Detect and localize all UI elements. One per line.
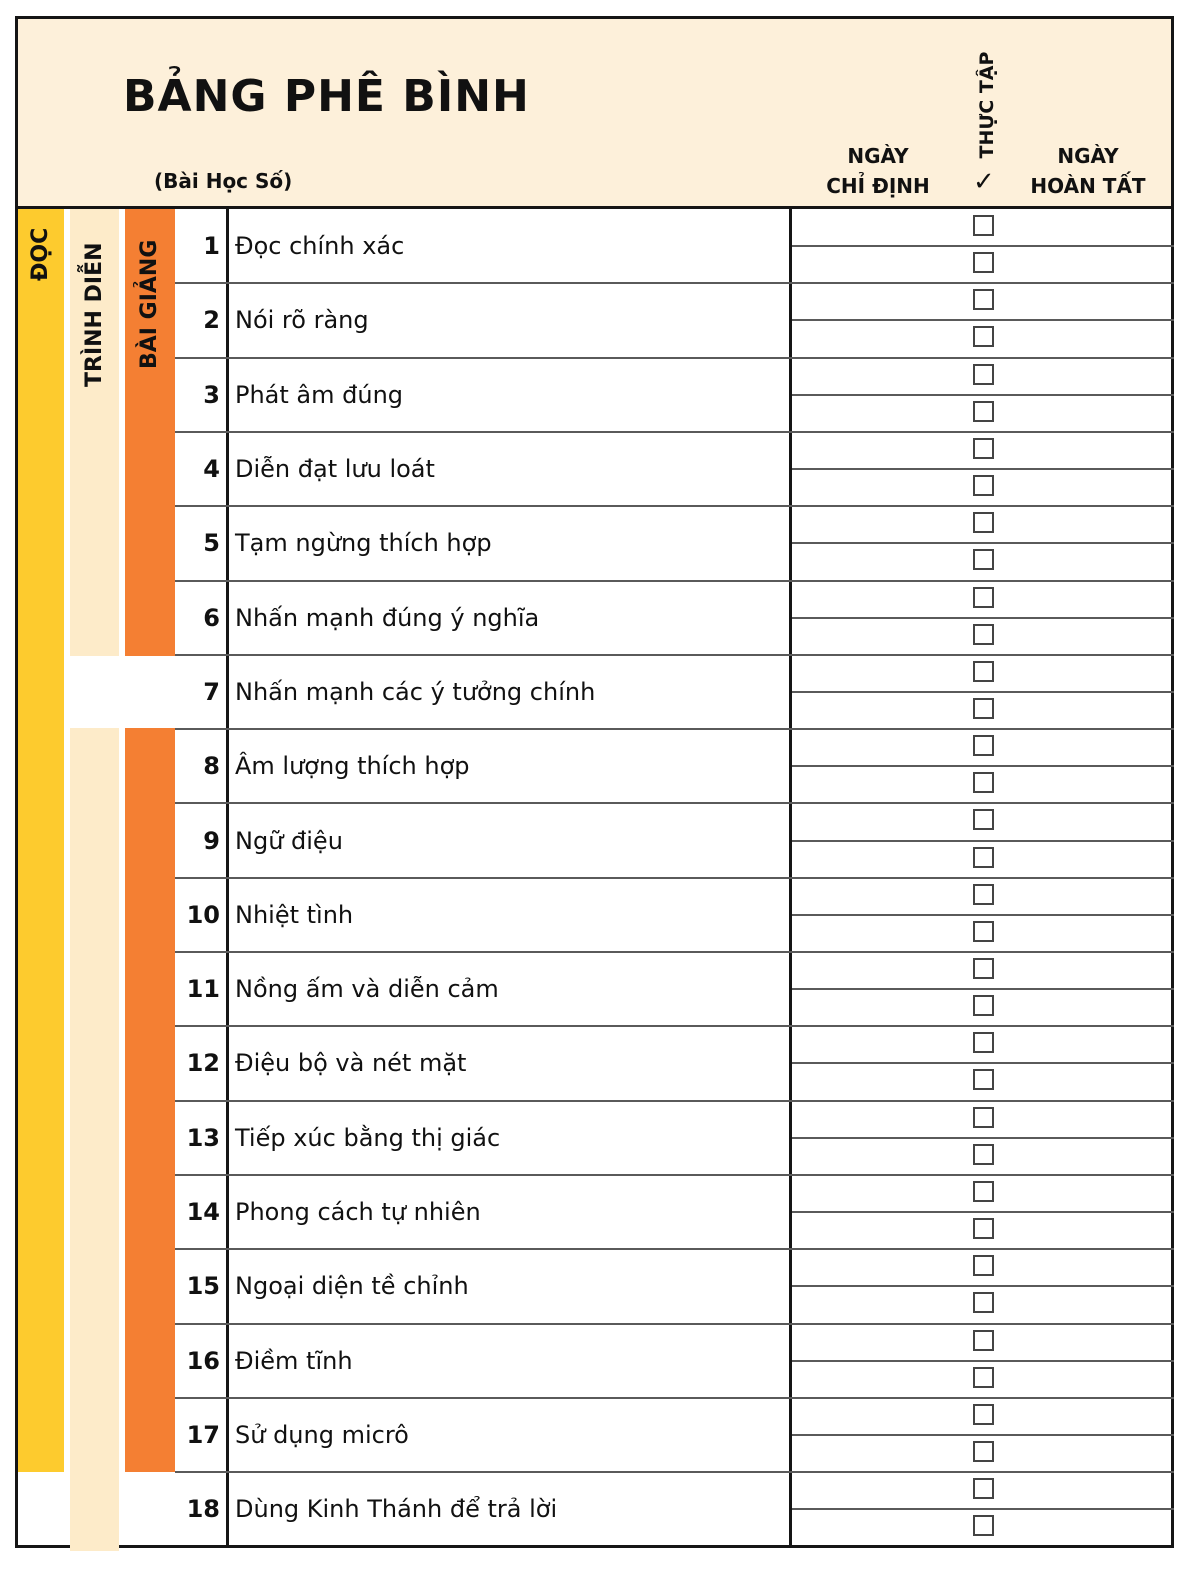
practice-checkbox[interactable] — [973, 661, 994, 682]
lesson-row — [175, 655, 789, 729]
lesson-number: 7 — [203, 677, 220, 706]
lesson-number: 18 — [186, 1495, 220, 1524]
lesson-title: Diễn đạt lưu loát — [235, 455, 435, 484]
column-header-date-completed — [1013, 141, 1163, 201]
lesson-number: 2 — [203, 306, 220, 335]
practice-label: THỰC TẬP — [976, 51, 998, 159]
sheet-title: BẢNG PHÊ BÌNH — [123, 71, 530, 122]
lesson-number: 16 — [186, 1346, 220, 1375]
lesson-number: 6 — [203, 603, 220, 632]
lesson-number: 8 — [203, 752, 220, 781]
lesson-number: 1 — [203, 232, 220, 261]
practice-checkbox[interactable] — [973, 1367, 994, 1388]
practice-checkbox[interactable] — [973, 326, 994, 347]
row-half-divider — [792, 1360, 1174, 1362]
lesson-row — [175, 729, 789, 803]
lesson-row — [175, 506, 789, 580]
lesson-title: Nhấn mạnh đúng ý nghĩa — [235, 603, 540, 632]
band-talk-lower — [125, 728, 175, 1472]
row-half-divider — [792, 245, 1174, 247]
lesson-title: Điệu bộ và nét mặt — [235, 1049, 467, 1078]
practice-checkbox[interactable] — [973, 215, 994, 236]
band-talk-label: BÀI GIẢNG — [137, 239, 162, 369]
lesson-row — [175, 209, 789, 283]
practice-checkbox[interactable] — [973, 958, 994, 979]
practice-checkbox[interactable] — [973, 1069, 994, 1090]
row-half-divider — [792, 1137, 1174, 1139]
lesson-row — [175, 581, 789, 655]
lesson-row — [175, 1472, 789, 1546]
row-half-divider — [792, 542, 1174, 544]
row-half-divider — [792, 765, 1174, 767]
row-half-divider — [792, 1508, 1174, 1510]
column-header-practice — [970, 49, 1004, 161]
practice-checkbox[interactable] — [973, 1181, 994, 1202]
row-half-divider — [792, 319, 1174, 321]
lesson-row — [175, 1175, 789, 1249]
lesson-title: Phong cách tự nhiên — [235, 1198, 481, 1227]
row-half-divider — [792, 691, 1174, 693]
lesson-row — [175, 358, 789, 432]
lesson-number-label: (Bài Học Số) — [154, 169, 293, 193]
lesson-title: Điềm tĩnh — [235, 1346, 353, 1375]
date-completed-line1: NGÀY — [1057, 144, 1119, 168]
lesson-title: Dùng Kinh Thánh để trả lời — [235, 1495, 558, 1524]
practice-checkbox[interactable] — [973, 475, 994, 496]
practice-checkbox[interactable] — [973, 438, 994, 459]
lesson-title: Tiếp xúc bằng thị giác — [235, 1123, 501, 1152]
practice-checkbox[interactable] — [973, 772, 994, 793]
practice-checkbox[interactable] — [973, 921, 994, 942]
practice-checkbox[interactable] — [973, 512, 994, 533]
row-half-divider — [792, 988, 1174, 990]
row-half-divider — [792, 617, 1174, 619]
practice-checkbox[interactable] — [973, 1404, 994, 1425]
lesson-title: Phát âm đúng — [235, 380, 404, 409]
lesson-title: Ngữ điệu — [235, 826, 343, 855]
lesson-number: 4 — [203, 455, 220, 484]
column-header-date-assigned — [803, 141, 953, 201]
lesson-title: Ngoại diện tề chỉnh — [235, 1272, 469, 1301]
row-half-divider — [792, 1211, 1174, 1213]
lesson-number: 10 — [186, 900, 220, 929]
lesson-number: 5 — [203, 529, 220, 558]
practice-checkbox[interactable] — [973, 698, 994, 719]
band-demonstration — [70, 209, 119, 656]
practice-checkbox[interactable] — [973, 289, 994, 310]
practice-checkbox[interactable] — [973, 847, 994, 868]
critique-sheet — [15, 16, 1174, 1548]
lesson-title: Nói rõ ràng — [235, 306, 369, 335]
band-talk — [125, 209, 175, 656]
lesson-number: 15 — [186, 1272, 220, 1301]
band-reading-label: ĐỌC — [28, 227, 53, 281]
practice-checkbox[interactable] — [973, 587, 994, 608]
practice-checkbox[interactable] — [973, 549, 994, 570]
lesson-row — [175, 803, 789, 877]
practice-checkbox[interactable] — [973, 624, 994, 645]
lesson-row — [175, 1026, 789, 1100]
row-half-divider — [792, 840, 1174, 842]
row-half-divider — [792, 1434, 1174, 1436]
lesson-title: Nồng ấm và diễn cảm — [235, 975, 499, 1004]
row-half-divider — [792, 1285, 1174, 1287]
practice-checkbox[interactable] — [973, 809, 994, 830]
lesson-row — [175, 432, 789, 506]
practice-checkbox[interactable] — [973, 364, 994, 385]
practice-checkbox[interactable] — [973, 1292, 994, 1313]
row-half-divider — [792, 1062, 1174, 1064]
practice-checkbox[interactable] — [973, 735, 994, 756]
lesson-row — [175, 1249, 789, 1323]
lesson-title: Âm lượng thích hợp — [235, 752, 470, 781]
lesson-title: Nhấn mạnh các ý tưởng chính — [235, 677, 596, 706]
lesson-number: 12 — [186, 1049, 220, 1078]
lesson-row — [175, 283, 789, 357]
practice-checkbox[interactable] — [973, 1441, 994, 1462]
lesson-row — [175, 1398, 789, 1472]
practice-checkbox[interactable] — [973, 995, 994, 1016]
practice-checkbox[interactable] — [973, 1218, 994, 1239]
band-demonstration-lower — [70, 728, 119, 1551]
row-half-divider — [792, 468, 1174, 470]
date-completed-line2: HOÀN TẤT — [1030, 174, 1146, 198]
lesson-title: Tạm ngừng thích hợp — [235, 529, 492, 558]
date-assigned-line2: CHỈ ĐỊNH — [826, 174, 930, 198]
lesson-row — [175, 1101, 789, 1175]
row-half-divider — [792, 394, 1174, 396]
practice-checkbox[interactable] — [973, 1032, 994, 1053]
lesson-number: 9 — [203, 826, 220, 855]
practice-checkbox[interactable] — [973, 1144, 994, 1165]
lesson-row — [175, 878, 789, 952]
lesson-number: 13 — [186, 1123, 220, 1152]
practice-checkbox[interactable] — [973, 401, 994, 422]
lesson-number: 3 — [203, 380, 220, 409]
lesson-number: 14 — [186, 1198, 220, 1227]
date-assigned-line1: NGÀY — [847, 144, 909, 168]
band-reading — [18, 209, 64, 1472]
band-demonstration-label: TRÌNH DIỄN — [82, 242, 107, 387]
lesson-number: 11 — [186, 975, 220, 1004]
practice-checkbox[interactable] — [973, 1255, 994, 1276]
checkmark-icon: ✓ — [973, 167, 995, 197]
lesson-row — [175, 1324, 789, 1398]
lesson-row — [175, 952, 789, 1026]
practice-checkbox[interactable] — [973, 1330, 994, 1351]
practice-checkbox[interactable] — [973, 1478, 994, 1499]
lesson-title: Sử dụng micrô — [235, 1420, 409, 1449]
lesson-title: Đọc chính xác — [235, 232, 405, 261]
practice-checkbox[interactable] — [973, 1515, 994, 1536]
lesson-number: 17 — [186, 1420, 220, 1449]
practice-checkbox[interactable] — [973, 252, 994, 273]
sheet-header — [18, 19, 1171, 209]
practice-checkbox[interactable] — [973, 1107, 994, 1128]
lesson-title: Nhiệt tình — [235, 900, 354, 929]
row-half-divider — [792, 914, 1174, 916]
practice-checkbox[interactable] — [973, 884, 994, 905]
